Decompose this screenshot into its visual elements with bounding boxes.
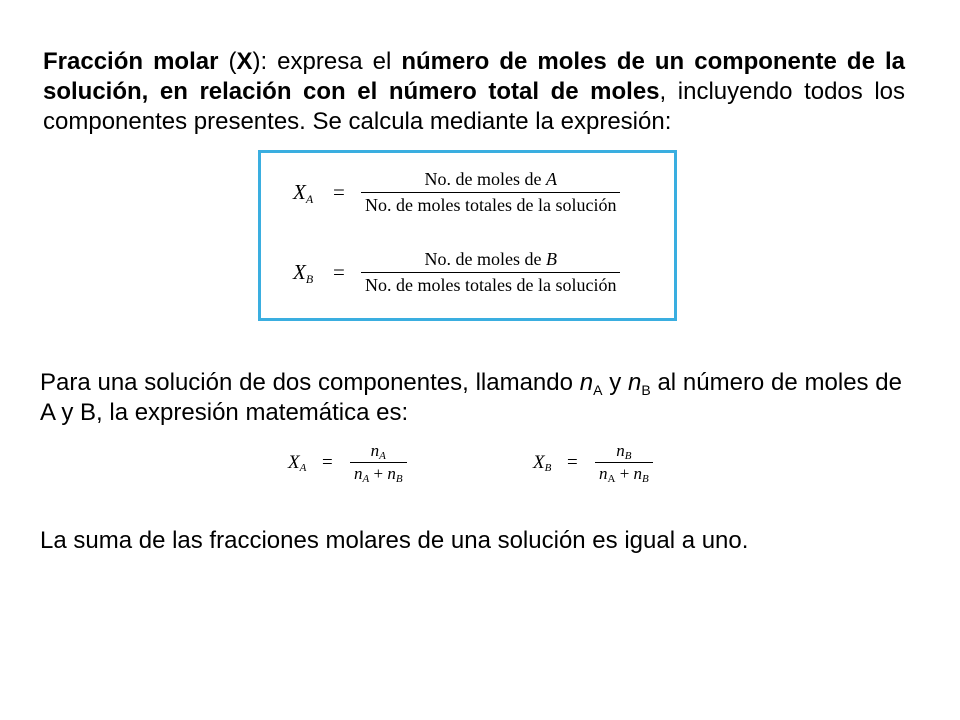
fraction-b [361, 249, 620, 296]
equals-sign: = [333, 260, 345, 284]
denominator-a: No. de moles totales de la solución [361, 192, 620, 216]
two-component-paragraph: Para una solución de dos componentes, llamando $n_A$ y $n_B$ al número de moles de A y B, la expresión matemática es: [40, 369, 902, 426]
numerator-b: No. de moles de B [424, 249, 557, 269]
definition-bold: número de moles de un componente de la solución, en relación con el número total de moles [43, 48, 905, 105]
fraction-a [361, 169, 620, 216]
symbol-label: X [236, 48, 253, 75]
formula-var-b: $X_B$ [293, 260, 314, 286]
formula-var-a: $X_A$ [293, 180, 314, 206]
numerator-a: No. de moles de A [424, 169, 557, 189]
formula-box [258, 150, 677, 321]
term-label: Fracción molar [43, 48, 219, 75]
denominator-na-nb: $n_A + n_B$ [595, 462, 653, 484]
denominator-na-nb: $n_A + n_B$ [350, 462, 407, 484]
numerator-na: $n_A$ [370, 441, 386, 462]
eq-var-b: $X_B$ [533, 451, 552, 474]
definition-rest: , incluyendo todos los componentes presentes. Se calcula mediante la expresión: [43, 78, 906, 135]
formula-row-b [293, 249, 620, 296]
equation-xa [288, 441, 407, 484]
paren-open: ( [218, 48, 237, 75]
numerator-nb: $n_B$ [616, 441, 632, 462]
conclusion-paragraph: La suma de las fracciones molares de una solución es igual a uno. [40, 527, 749, 554]
formula-row-a [293, 169, 620, 216]
definition-paragraph [43, 47, 905, 137]
eq-var-a: $X_A$ [288, 451, 307, 474]
equation-xb [533, 441, 653, 484]
denominator-b: No. de moles totales de la solución [361, 272, 620, 296]
fraction-nb [595, 441, 653, 484]
definition-text: ): expresa el [252, 48, 402, 75]
equals-sign: = [567, 451, 578, 473]
equals-sign: = [333, 180, 345, 204]
equals-sign: = [322, 451, 333, 473]
fraction-na [350, 441, 407, 484]
